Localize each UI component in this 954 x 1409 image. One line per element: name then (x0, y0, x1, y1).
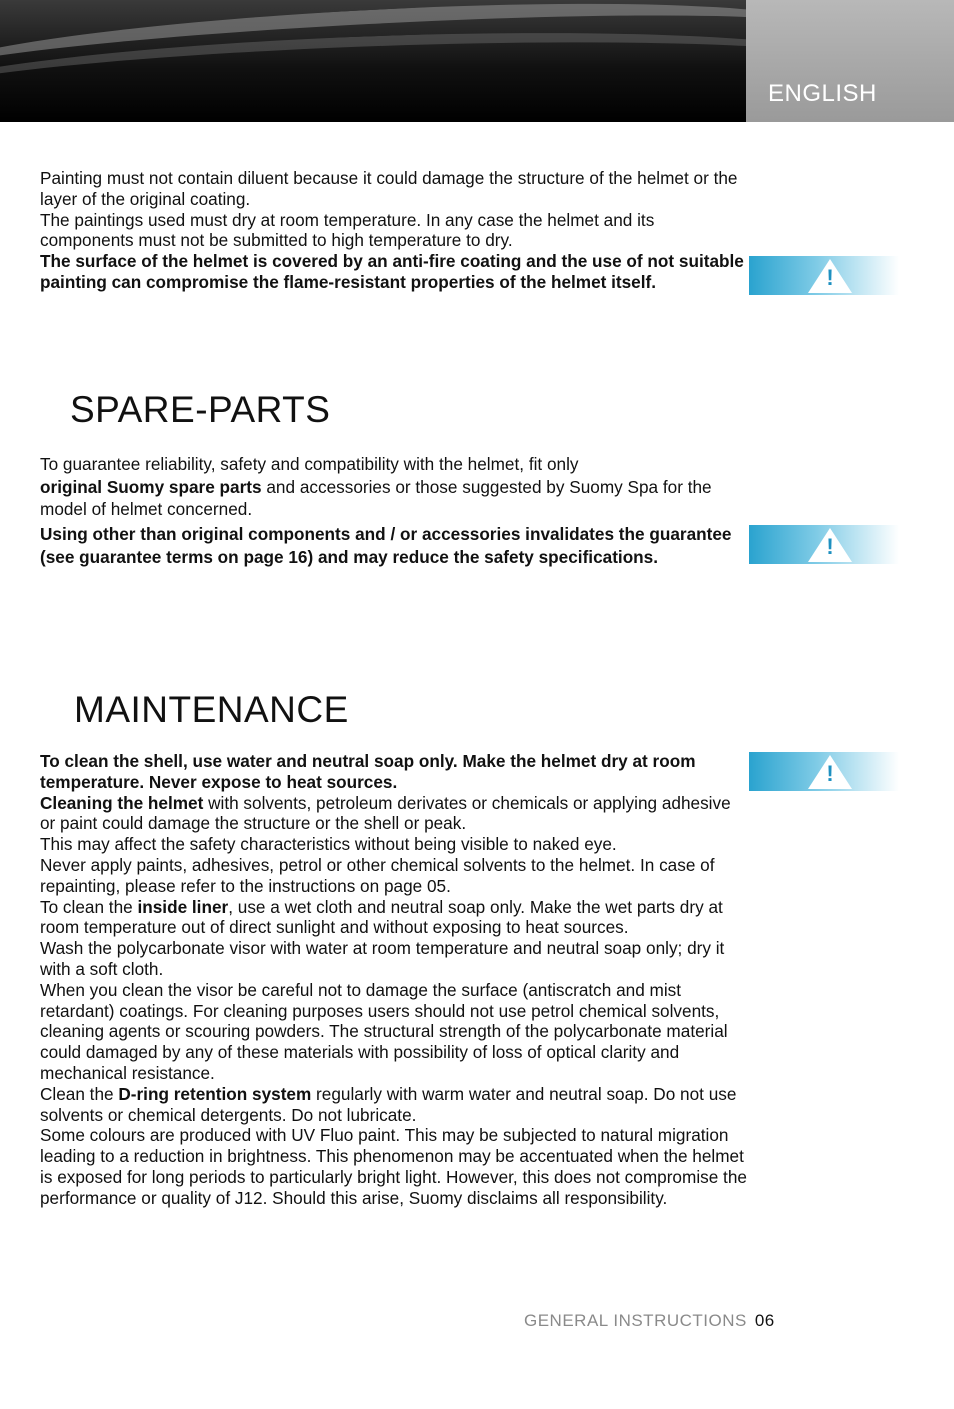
exclamation-icon: ! (826, 534, 834, 559)
footer-section-label: GENERAL INSTRUCTIONS (524, 1311, 747, 1330)
language-label: ENGLISH (768, 80, 877, 107)
paragraph: To guarantee reliability, safety and compatibility with the helmet, fit only (40, 454, 579, 474)
exclamation-icon: ! (826, 761, 834, 786)
paragraph: To clean the inside liner, use a wet cloth and neutral soap only. Make the wet parts dry at room temperature out of direct sunlight and without exposing to heat sources. (40, 896, 723, 938)
section-title-spare-parts: SPARE-PARTS (70, 389, 331, 430)
paragraph: Wash the polycarbonate visor with water at room temperature and neutral soap only; dry it with a soft cloth. (40, 938, 725, 979)
painting-section (40, 168, 748, 293)
paragraph-bold: Using other than original components and / or accessories invalidates the guarantee (see guarantee terms on page 16) and may reduce the safety specifications. (40, 523, 732, 567)
paragraph: Cleaning the helmet with solvents, petroleum derivates or chemicals or applying adhesive or paint could damage the structure or the shell or peak. (40, 792, 731, 834)
paragraph: original Suomy spare parts and accessories or those suggested by Suomy Spa for the model of helmet concerned. (40, 476, 712, 519)
exclamation-icon: ! (826, 265, 834, 290)
spare-parts-section (40, 453, 748, 569)
paragraph: This may affect the safety characteristics without being visible to naked eye. (40, 834, 617, 855)
paragraph-bold: To clean the shell, use water and neutral soap only. Make the helmet dry at room temperature. Never expose to heat sources. (40, 751, 696, 792)
paragraph: The paintings used must dry at room temperature. In any case the helmet and its components must not be submitted to high temperature to dry. (40, 209, 655, 251)
maintenance-section (40, 751, 748, 1209)
page-footer (524, 1311, 775, 1331)
paragraph: Some colours are produced with UV Fluo paint. This may be subjected to natural migration leading to a reduction in brightness. This phenomenon may be accentuated when the helmet is exposed for long periods to particularly bright light. However, this does not compromise the performance or quality of J12. Should this arise, Suomy disclaims all responsibility. (40, 1125, 747, 1208)
header-banner (0, 0, 746, 122)
warning-banner (749, 752, 899, 791)
language-tab (746, 0, 954, 122)
paragraph: Painting must not contain diluent because it could damage the structure of the helmet or the layer of the original coating. (40, 168, 738, 209)
page-number: 06 (754, 1311, 775, 1330)
paragraph: When you clean the visor be careful not to damage the surface (antiscratch and mist retardant) coatings. For cleaning purposes users should not use petrol chemical solvents, cleaning agents or scouring powders. The structural strength of the polycarbonate material could damaged by any of these materials with possibility of loss of optical clarity and mechanical resistance. (40, 979, 728, 1083)
warning-banner (749, 525, 899, 564)
warning-banner (749, 256, 899, 295)
paragraph-bold: The surface of the helmet is covered by an anti-fire coating and the use of not suitable painting can compromise the flame-resistant properties of the helmet itself. (40, 251, 744, 292)
paragraph: Never apply paints, adhesives, petrol or other chemical solvents to the helmet. In case of repainting, please refer to the instructions on page 05. (40, 854, 715, 896)
section-title-maintenance: MAINTENANCE (74, 689, 349, 730)
paragraph: Clean the D-ring retention system regularly with warm water and neutral soap. Do not use solvents or chemical detergents. Do not lubricate. (40, 1083, 737, 1125)
